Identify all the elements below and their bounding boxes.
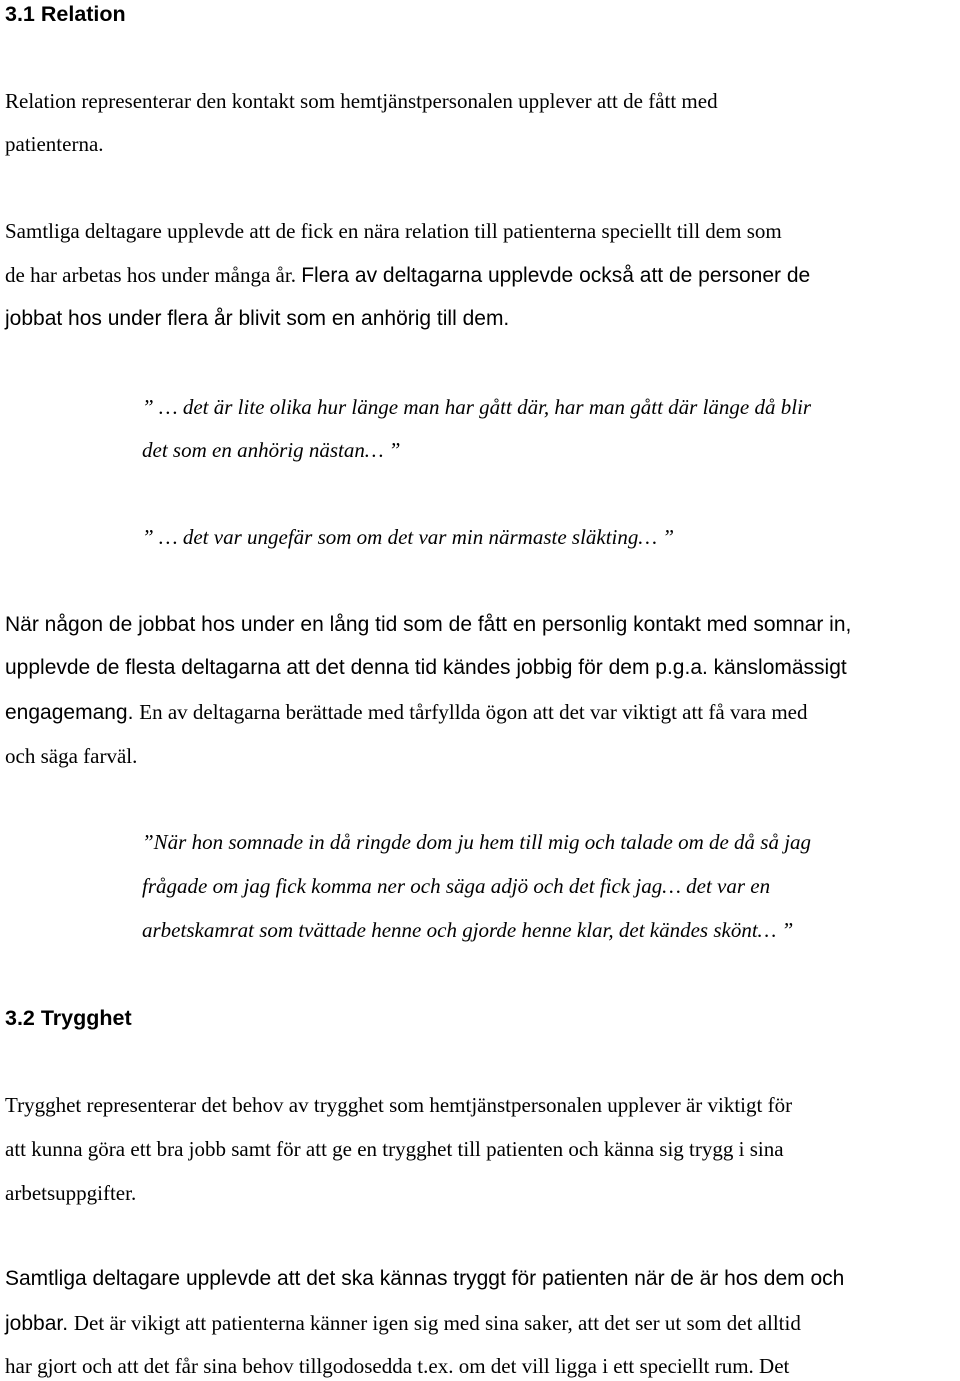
paragraph-line: Samtliga deltagare upplevde att det ska kännas tryggt för patienten när de är hos dem och	[5, 1267, 845, 1290]
text-run-serif: de har arbetas hos under många år.	[5, 263, 302, 287]
paragraph-line: att kunna göra ett bra jobb samt för att ge en trygghet till patienten och känna sig trygg i sina	[5, 1137, 784, 1161]
section-heading-relation: 3.1 Relation	[5, 2, 126, 26]
paragraph-line: och säga farväl.	[5, 744, 138, 768]
section-heading-trygghet: 3.2 Trygghet	[5, 1006, 132, 1030]
text-run-serif: En av deltagarna berättade med tårfyllda ögon att det var viktigt att få vara med	[139, 700, 808, 724]
quote-line: ”När hon somnade in då ringde dom ju hem till mig och talade om de då så jag	[142, 830, 812, 854]
text-run-sans: engagemang.	[5, 701, 140, 724]
paragraph-line: upplevde de flesta deltagarna att det denna tid kändes jobbig för dem p.g.a. känslomässigt	[5, 656, 847, 679]
paragraph-line-mixed	[5, 1309, 801, 1338]
paragraph-line: Relation representerar den kontakt som hemtjänstpersonalen upplever att de fått med	[5, 89, 718, 113]
paragraph-line-mixed	[5, 261, 810, 290]
text-run-sans: Flera av deltagarna upplevde också att de personer de	[301, 264, 811, 287]
quote-line: ” … det var ungefär som om det var min närmaste släkting… ”	[142, 525, 674, 549]
paragraph-line: har gjort och att det får sina behov tillgodosedda t.ex. om det vill ligga i ett speciellt rum. Det	[5, 1354, 790, 1378]
paragraph-line: Trygghet representerar det behov av trygghet som hemtjänstpersonalen upplever är viktigt för	[5, 1093, 793, 1117]
paragraph-line: jobbat hos under flera år blivit som en anhörig till dem.	[5, 307, 510, 330]
paragraph-line: arbetsuppgifter.	[5, 1181, 137, 1205]
paragraph-line-mixed	[5, 698, 808, 727]
paragraph-line: patienterna.	[5, 132, 104, 156]
paragraph-line: Samtliga deltagare upplevde att de fick en nära relation till patienterna speciellt till dem som	[5, 219, 782, 243]
quote-line: frågade om jag fick komma ner och säga adjö och det fick jag… det var en	[142, 874, 771, 898]
paragraph-line: När någon de jobbat hos under en lång tid som de fått en personlig kontakt med somnar in,	[5, 613, 852, 636]
quote-line: arbetskamrat som tvättade henne och gjorde henne klar, det kändes skönt… ”	[142, 918, 794, 942]
text-run-sans: jobbar.	[5, 1312, 74, 1335]
text-run-serif: Det är vikigt att patienterna känner igen sig med sina saker, att det ser ut som det alltid	[73, 1311, 801, 1335]
quote-line: ” … det är lite olika hur länge man har gått där, har man gått där länge då blir	[142, 395, 812, 419]
quote-line: det som en anhörig nästan… ”	[142, 438, 401, 462]
